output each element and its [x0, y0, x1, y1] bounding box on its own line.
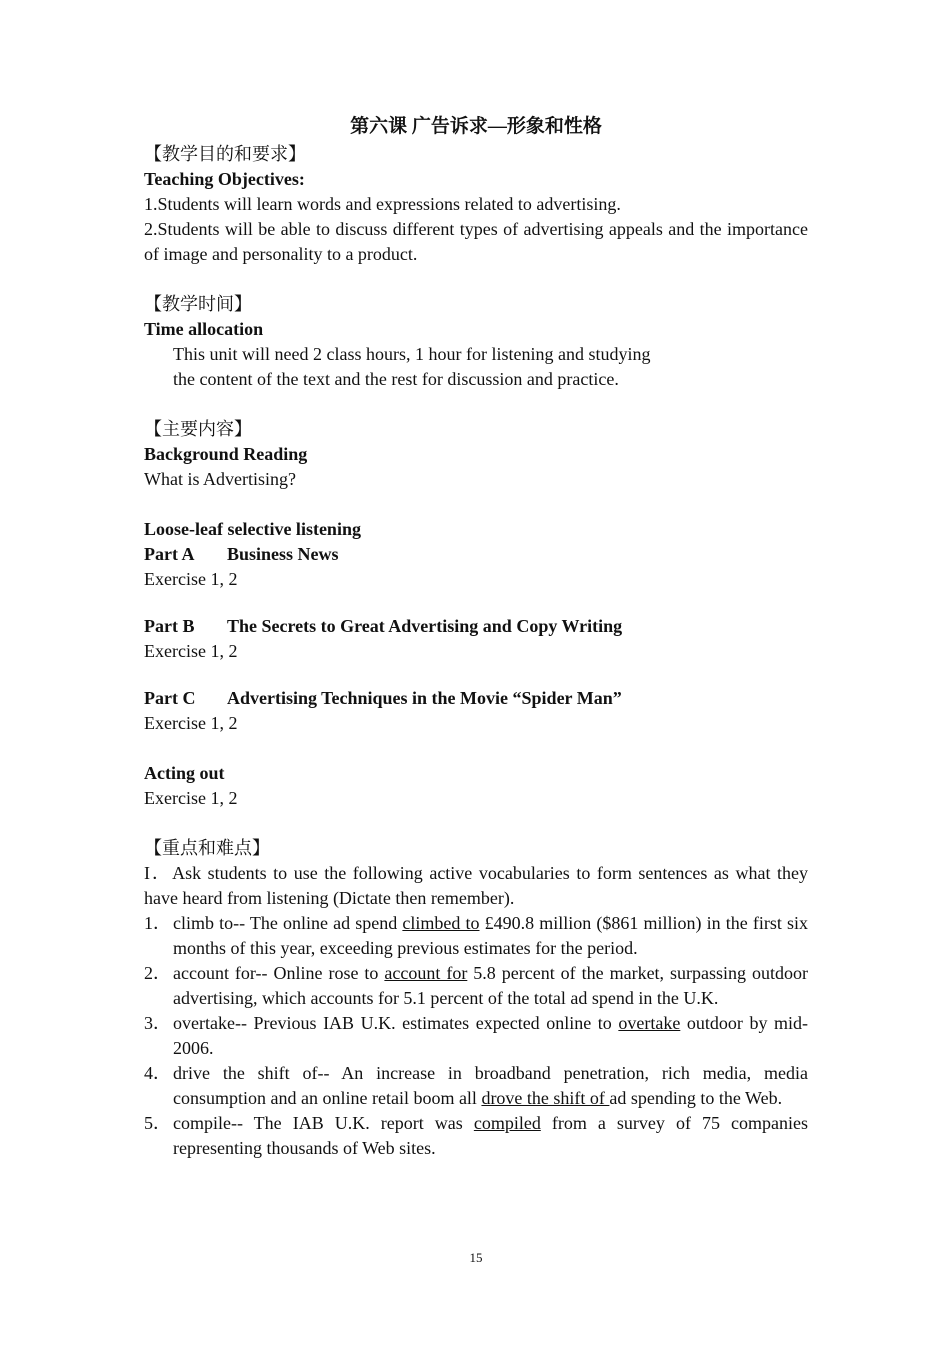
content-cn-heading: 【主要内容】 [144, 419, 252, 439]
keypoints-intro: I．Ask students to use the following active vocabularies to form sentences as what they have heard from listening (Dictate then remember). [144, 863, 808, 908]
acting-heading: Acting out [144, 763, 225, 783]
part-title: Advertising Techniques in the Movie “Spider Man” [227, 688, 622, 708]
part-label: Part A [144, 544, 195, 564]
list-number: 3． [144, 1013, 171, 1033]
list-item [144, 1111, 808, 1161]
underlined-phrase: account for [384, 963, 468, 983]
part-title: The Secrets to Great Advertising and Copy Writing [227, 616, 623, 636]
item-text: from a survey of 75 companies representing thousands of Web sites. [173, 1113, 808, 1158]
part-b-heading [144, 614, 808, 639]
part-c-heading [144, 686, 808, 711]
underlined-phrase: compiled [473, 1113, 541, 1133]
objective-item: 2.Students will be able to discuss different types of advertising appeals and the importance of image and personality to a product. [144, 219, 808, 264]
list-item [144, 911, 808, 961]
part-exercise: Exercise 1, 2 [144, 641, 238, 661]
underlined-phrase: climbed to [402, 913, 480, 933]
underlined-phrase: drove the shift of [481, 1088, 610, 1108]
item-text: ad spending to the Web. [609, 1088, 783, 1108]
background-heading: Background Reading [144, 444, 308, 464]
part-exercise: Exercise 1, 2 [144, 713, 238, 733]
background-text: What is Advertising? [144, 469, 296, 489]
objectives-heading: Teaching Objectives: [144, 169, 305, 189]
item-text: climb to-- The online ad spend [173, 913, 403, 933]
list-number: 2． [144, 963, 171, 983]
list-item [144, 961, 808, 1011]
item-text: drive the shift of-- An increase in broadband penetration, rich media, media consumption and an online retail boom all [173, 1063, 808, 1108]
part-label: Part C [144, 688, 196, 708]
time-cn-heading: 【教学时间】 [144, 294, 252, 314]
part-a-heading [144, 542, 808, 567]
part-exercise: Exercise 1, 2 [144, 569, 238, 589]
part-label: Part B [144, 616, 195, 636]
objectives-cn-heading: 【教学目的和要求】 [144, 144, 306, 164]
listening-heading: Loose-leaf selective listening [144, 519, 361, 539]
list-number: 5． [144, 1113, 171, 1133]
list-item [144, 1061, 808, 1111]
document-page [144, 112, 808, 1161]
page-title: 第六课 广告诉求—形象和性格 [350, 116, 602, 137]
keypoints-cn-heading: 【重点和难点】 [144, 838, 270, 858]
item-text: 5.8 percent of the market, surpassing outdoor advertising, which accounts for 5.1 percent of the total ad spend in the U.K. [173, 963, 808, 1008]
underlined-phrase: overtake [618, 1013, 681, 1033]
page-number: 15 [469, 1250, 483, 1265]
item-text: compile-- The IAB U.K. report was [173, 1113, 474, 1133]
objective-item: 1.Students will learn words and expressions related to advertising. [144, 194, 621, 214]
list-number: 1． [144, 913, 171, 933]
item-text: overtake-- Previous IAB U.K. estimates expected online to [173, 1013, 619, 1033]
time-text: the content of the text and the rest for discussion and practice. [173, 369, 619, 389]
time-text: This unit will need 2 class hours, 1 hour for listening and studying [173, 344, 651, 364]
vocabulary-list [144, 911, 808, 1161]
part-title: Business News [227, 544, 339, 564]
list-number: 4． [144, 1063, 171, 1083]
item-text: account for-- Online rose to [173, 963, 385, 983]
item-text: £490.8 million ($861 million) in the first six months of this year, exceeding previous estimates for the period. [173, 913, 808, 958]
acting-exercise: Exercise 1, 2 [144, 788, 238, 808]
list-item [144, 1011, 808, 1061]
item-text: outdoor by mid-2006. [173, 1013, 808, 1058]
time-heading: Time allocation [144, 319, 264, 339]
